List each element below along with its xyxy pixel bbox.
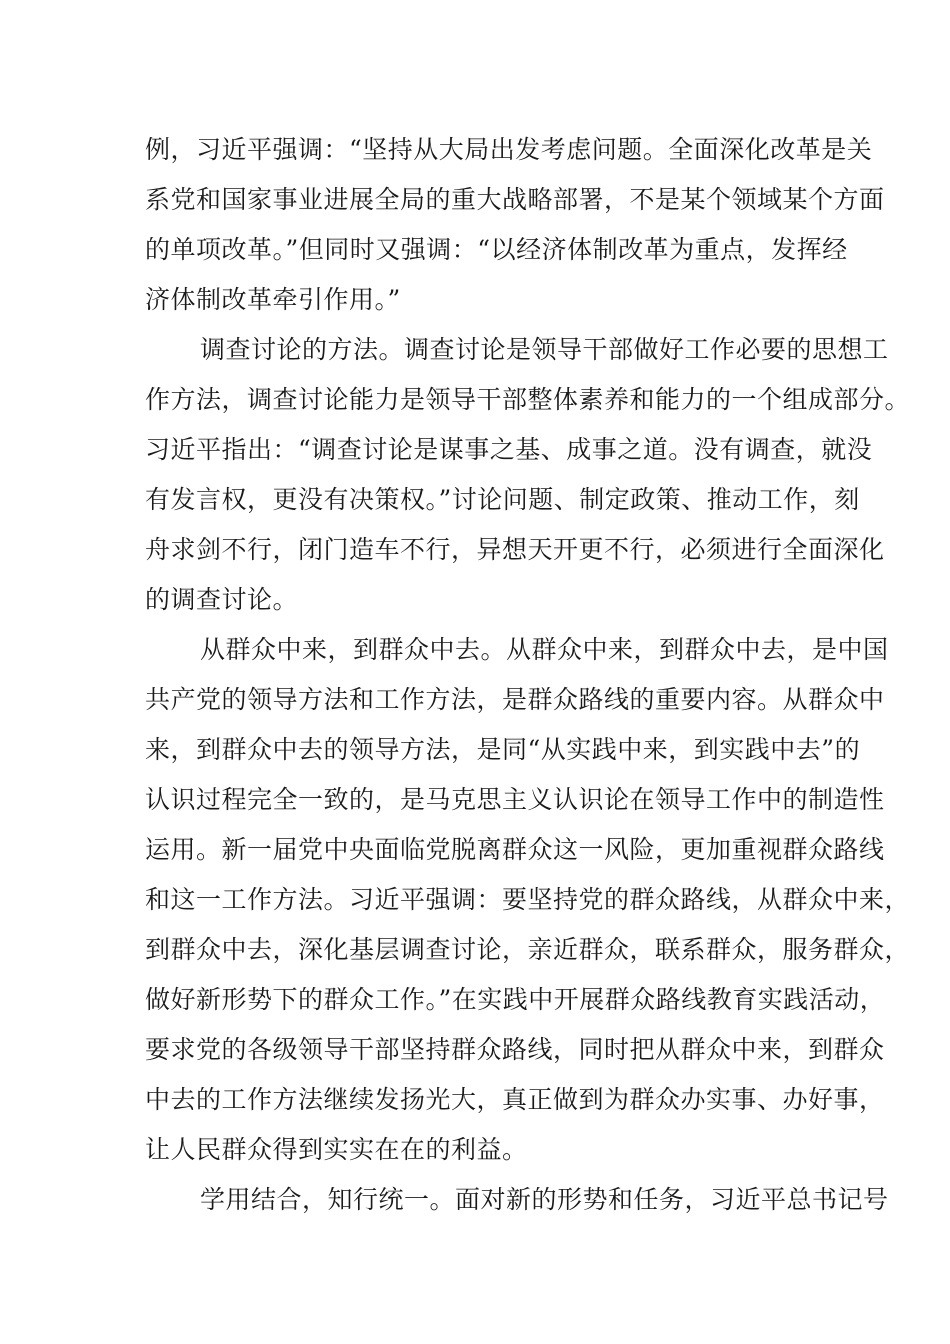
paragraph-first-line: 调查讨论的方法。调查讨论是领导干部做好工作必要的思想工 — [200, 335, 889, 364]
text-line: 中去的工作方法继续发扬光大，真正做到为群众办实事、办好事， — [145, 1085, 885, 1114]
paragraph-first-line: 学用结合，知行统一。面对新的形势和任务，习近平总书记号 — [200, 1185, 889, 1214]
text-line: 要求党的各级领导干部坚持群众路线，同时把从群众中来，到群众 — [145, 1035, 885, 1064]
text-line: 到群众中去，深化基层调查讨论，亲近群众，联系群众，服务群众， — [145, 935, 911, 964]
text-line: 和这一工作方法。习近平强调：要坚持党的群众路线，从群众中来， — [145, 885, 911, 914]
text-line: 济体制改革牵引作用。” — [145, 285, 401, 314]
text-line: 做好新形势下的群众工作。”在实践中开展群众路线教育实践活动， — [145, 985, 886, 1014]
text-line: 系党和国家事业进展全局的重大战略部署，不是某个领域某个方面 — [145, 185, 885, 214]
text-line: 运用。新一届党中央面临党脱离群众这一风险，更加重视群众路线 — [145, 835, 885, 864]
text-line: 来，到群众中去的领导方法，是同“从实践中来，到实践中去”的 — [145, 735, 861, 764]
text-line: 有发言权，更没有决策权。”讨论问题、制定政策、推动工作，刻 — [145, 485, 860, 514]
text-line: 舟求剑不行，闭门造车不行，异想天开更不行，必须进行全面深化 — [145, 535, 885, 564]
paragraph-first-line: 从群众中来，到群众中去。从群众中来，到群众中去，是中国 — [200, 635, 889, 664]
text-line: 共产党的领导方法和工作方法，是群众路线的重要内容。从群众中 — [145, 685, 885, 714]
text-line: 作方法，调查讨论能力是领导干部整体素养和能力的一个组成部分。 — [145, 385, 911, 414]
text-line: 习近平指出：“调查讨论是谋事之基、成事之道。没有调查，就没 — [145, 435, 873, 464]
text-line: 认识过程完全一致的，是马克思主义认识论在领导工作中的制造性 — [145, 785, 885, 814]
text-line: 让人民群众得到实实在在的利益。 — [145, 1135, 528, 1164]
text-line: 的单项改革。”但同时又强调：“以经济体制改革为重点，发挥经 — [145, 235, 848, 264]
text-line: 的调查讨论。 — [145, 585, 299, 614]
text-line: 例，习近平强调：“坚持从大局出发考虑问题。全面深化改革是关 — [145, 135, 873, 164]
